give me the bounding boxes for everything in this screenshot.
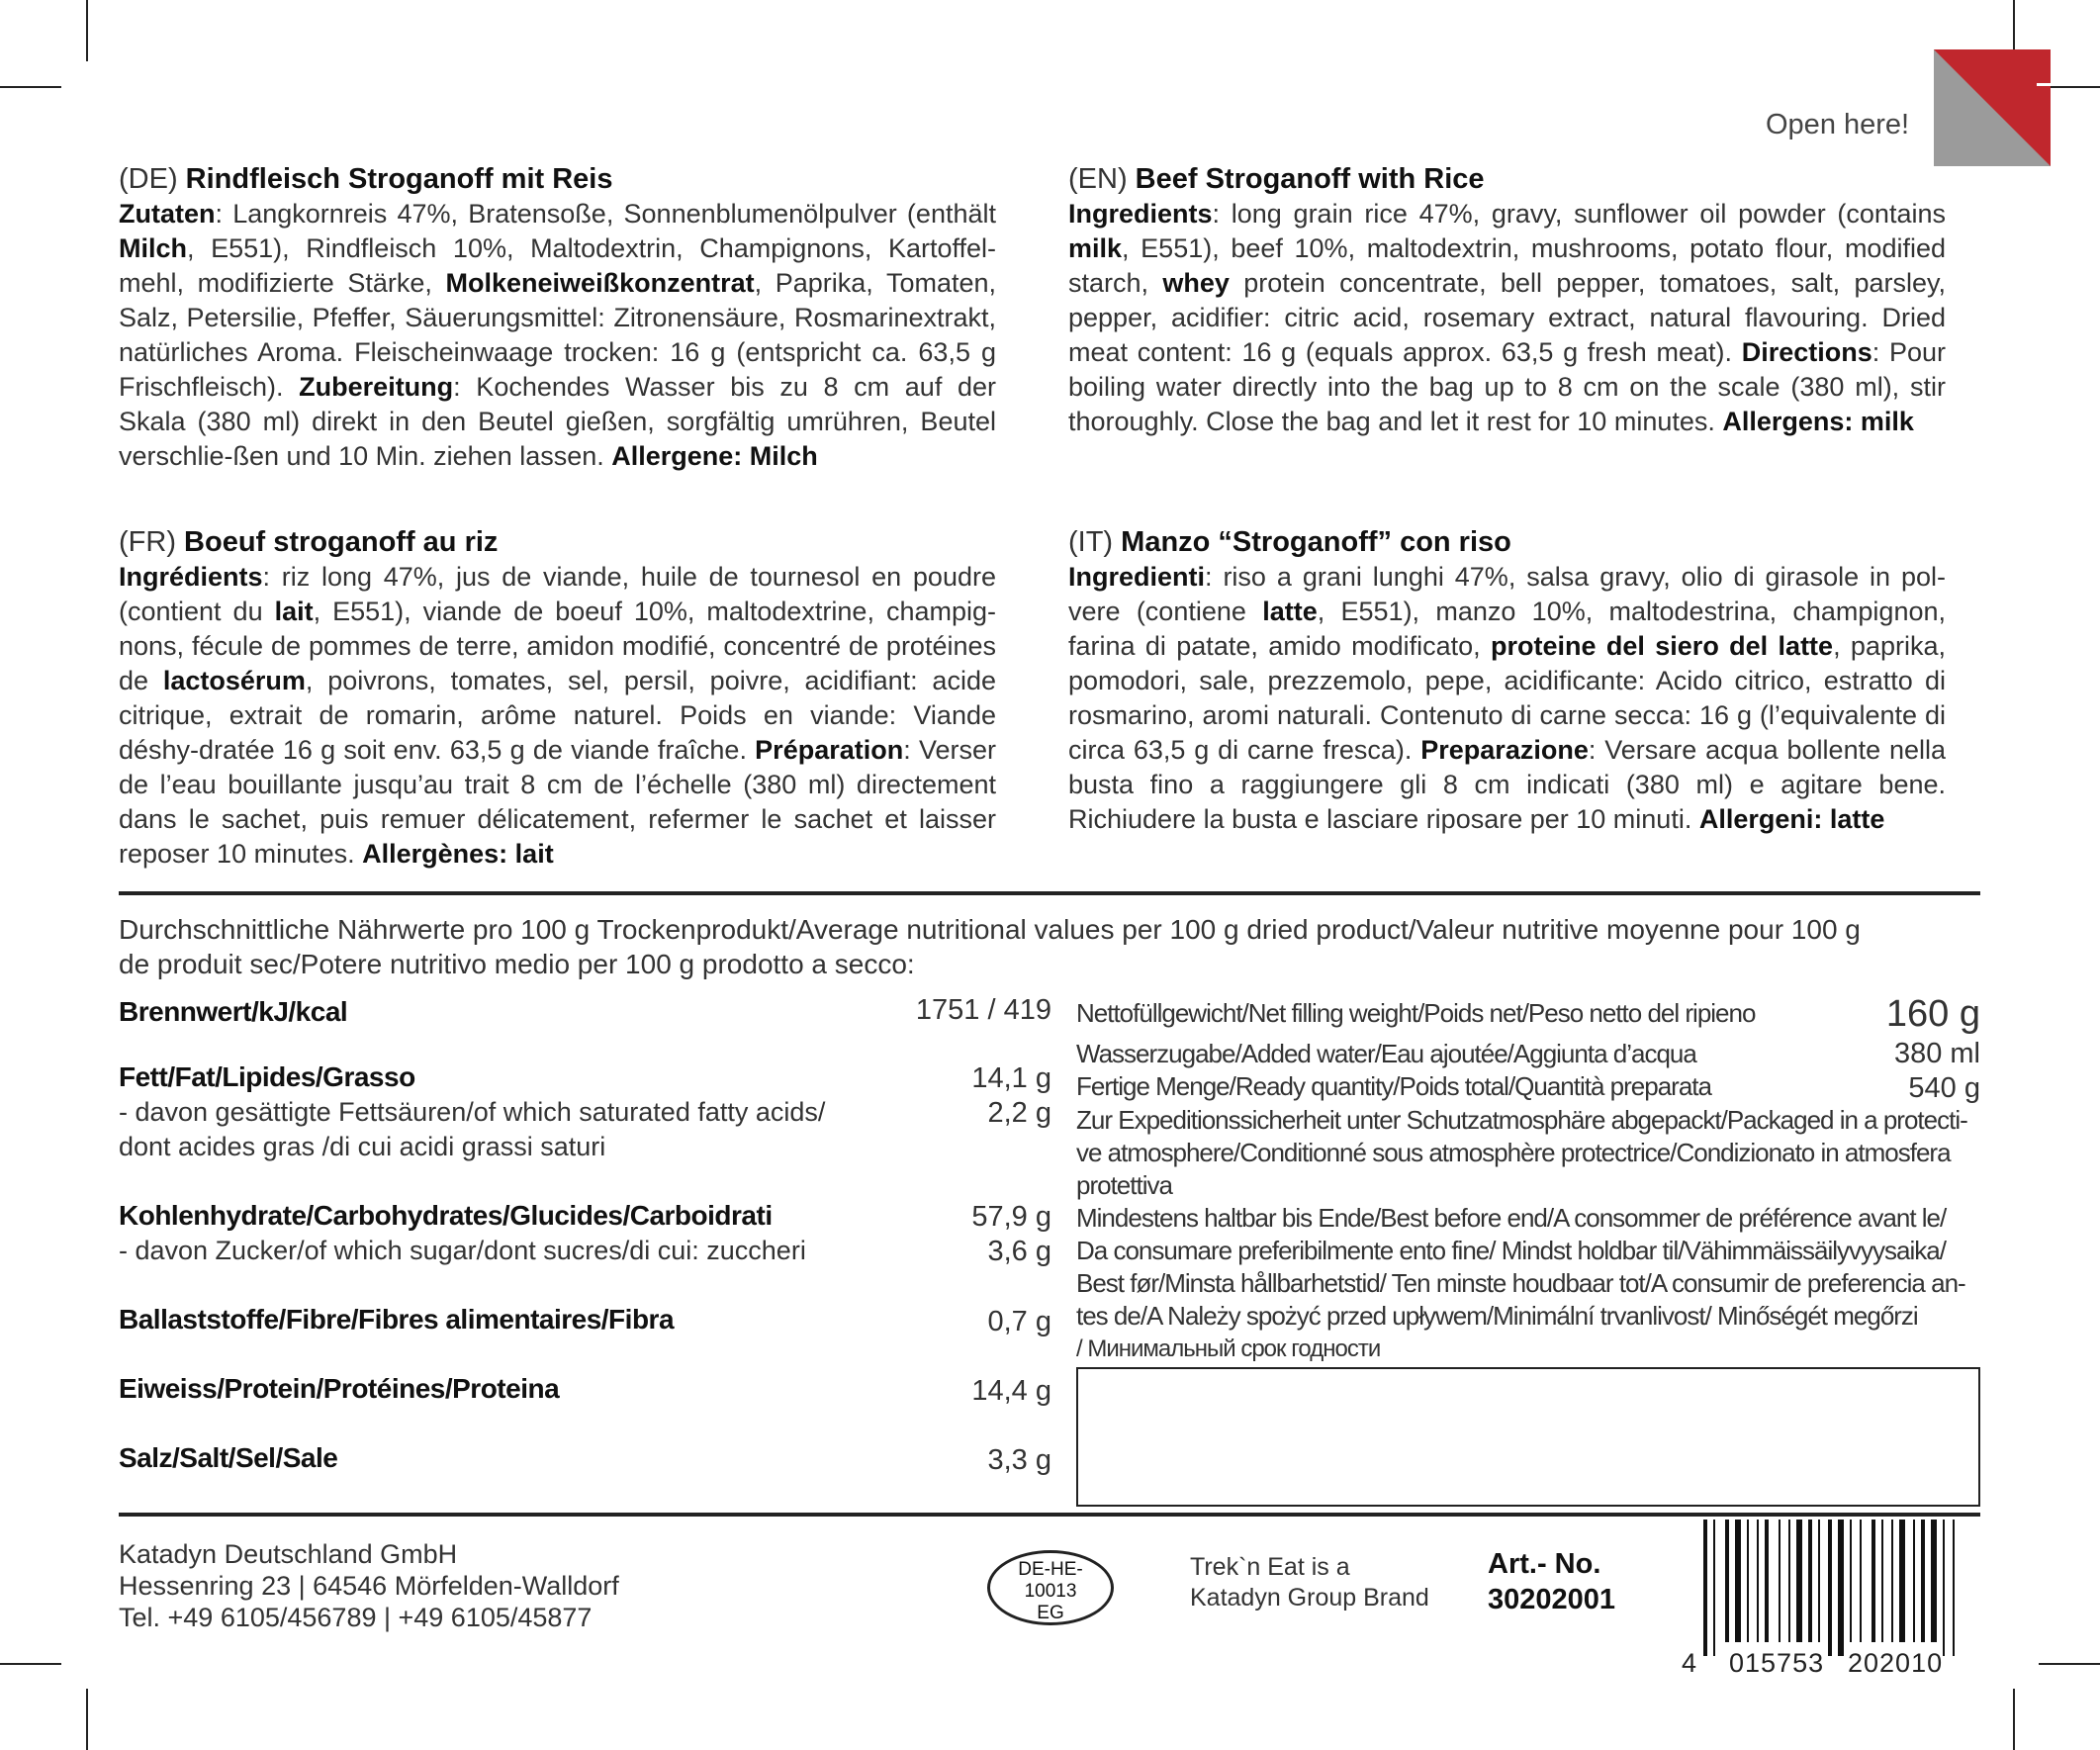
net-weight-label: Nettofüllgewicht/Net filling weight/Poids net/Peso netto del ripieno — [1076, 998, 1756, 1028]
barcode-bar — [1943, 1520, 1945, 1656]
barcode — [1682, 1514, 1968, 1687]
allergen-milk: lait — [274, 597, 314, 626]
divider — [119, 891, 1980, 895]
barcode-digit-prefix: 4 — [1682, 1648, 1697, 1678]
net-weight-value: 160 g — [1885, 993, 1980, 1035]
ready-quantity-label: Fertige Menge/Ready quantity/Poids total/Quantità preparata — [1076, 1071, 1711, 1101]
crop-mark — [86, 0, 88, 61]
saturated-fat-label: - davon gesättigte Fettsäuren/of which saturated fatty acids/ dont acides gras /di cui acidi grassi saturi — [119, 1097, 826, 1161]
crop-mark — [2039, 1663, 2100, 1665]
section-en: (EN) Beef Stroganoff with Rice Ingredients: long grain rice 47%, gravy, sunflower oil powder (contains milk, E551), beef 10%, maltodextrin, mushrooms, potato flour, modified starch, whey protein concentrate, bell pepper, tomatoes, salt, parsley, pepper, acidifier: citric acid, rosemary extract, natural flavouring. Dried meat content: 16 g (equals approx. 63,5 g fresh meat). Directions: Pour boiling water directly into the bag up to 8 cm on the scale (380 ml), stir thoroughly. Close the bag and let it rest for 10 minutes. Allergens: milk — [1068, 163, 1947, 436]
barcode-bar — [1913, 1520, 1915, 1642]
barcode-bar — [1931, 1520, 1937, 1642]
lang-code: (IT) — [1068, 526, 1122, 558]
section-title: Rindfleisch Stroganoff mit Reis — [185, 163, 613, 195]
brand-note: Trek`n Eat is a Katadyn Group Brand — [1190, 1553, 1429, 1612]
barcode-digits-right: 202010 — [1848, 1648, 1944, 1678]
fibre-label: Ballaststoffe/Fibre/Fibres alimentaires/Fibra — [119, 1304, 675, 1335]
section-title: Beef Stroganoff with Rice — [1135, 163, 1485, 195]
allergens-label: Allergènes: lait — [362, 839, 554, 869]
crop-mark — [2013, 1689, 2015, 1750]
company-address — [119, 1538, 619, 1633]
carbohydrates-value: 57,9 g — [971, 1201, 1051, 1233]
fibre-value: 0,7 g — [987, 1306, 1051, 1337]
article-number-label: Art.- No. — [1488, 1548, 1601, 1580]
protein-label: Eiweiss/Protein/Protéines/Proteina — [119, 1373, 560, 1404]
allergen-whey: proteine del siero del latte — [1491, 631, 1834, 661]
allergen-milk: Milch — [119, 233, 188, 263]
barcode-bar — [1953, 1520, 1955, 1656]
allergen-milk: milk — [1068, 233, 1123, 263]
barcode-bar — [1921, 1520, 1925, 1642]
barcode-bar — [1735, 1520, 1741, 1642]
health-mark-oval: DE-HE- 10013 EG — [987, 1550, 1114, 1625]
added-water-value: 380 ml — [1893, 1038, 1980, 1069]
section-de: (DE) Rindfleisch Stroganoff mit Reis Zutaten: Langkornreis 47%, Bratensoße, Sonnenblumenölpulver (enthält Milch, E551), Rindfleisch 10%, Maltodextrin, Champignons, Kartoffel-mehl, modifizierte Stärke, Molkeneiweißkonzentrat, Paprika, Tomaten, Salz, Petersilie, Pfeffer, Säuerungsmittel: Zitronensäure, Rosmarinextrakt, natürliches Aroma. Fleischeinwaage trocken: 16 g (entspricht ca. 63,5 g Frischfleisch). Zubereitung: Kochendes Wasser bis zu 8 cm auf der Skala (380 ml) direkt in den Beutel gießen, sorgfältig umrühren, Beutel verschlie-ßen und 10 Min. ziehen lassen. Allergene: Milch — [119, 163, 996, 471]
company-name: Katadyn Deutschland GmbH — [119, 1539, 458, 1569]
added-water-label: Wasserzugabe/Added water/Eau ajoutée/Aggiunta d’acqua — [1076, 1039, 1696, 1068]
barcode-digits-left: 015753 — [1729, 1648, 1825, 1678]
barcode-bar — [1881, 1520, 1883, 1642]
barcode-bar — [1747, 1520, 1749, 1642]
crop-mark — [86, 1689, 88, 1750]
open-here-label: Open here! — [1766, 109, 1910, 140]
allergen-milk: latte — [1262, 597, 1318, 626]
tear-corner-icon[interactable] — [1934, 49, 2053, 166]
preparation-label: Preparazione — [1420, 735, 1589, 765]
salt-label: Salz/Salt/Sel/Sale — [119, 1442, 338, 1473]
section-fr: (FR) Boeuf stroganoff au riz Ingrédients: riz long 47%, jus de viande, huile de tournesol en poudre (contient du lait, E551), viande de boeuf 10%, maltodextrine, champig-nons, fécule de pommes de terre, amidon modifié, concentré de protéines de lactosérum, poivrons, tomates, sel, persil, poivre, acidifiant: acide citrique, extrait de romarin, arôme naturel. Poids en viande: Viande déshy-dratée 16 g soit env. 63,5 g de viande fraîche. Préparation: Verser de l’eau bouillante jusqu’au trait 8 cm de l’échelle (380 ml) directement dans le sachet, puis remuer délicatement, refermer le sachet et laisser reposer 10 minutes. Allergènes: lait — [119, 526, 996, 869]
allergen-whey: whey — [1162, 268, 1230, 298]
barcode-bar — [1838, 1520, 1844, 1656]
barcode-bar — [1899, 1520, 1905, 1642]
allergen-whey: lactosérum — [162, 666, 306, 695]
allergens-label: Allergens: milk — [1722, 407, 1914, 436]
sugar-label: - davon Zucker/of which sugar/dont sucres/di cui: zuccheri — [119, 1236, 806, 1265]
preparation-label: Préparation — [755, 735, 904, 765]
best-before-note: Mindestens haltbar bis Ende/Best before end/A consommer de préférence avant le/ Da consumare preferibilmente ento fine/ Mindst holdbar til/Vähimmäissäilyvyysaika/ Best før/Minsta hållbarhetstid/ Ten minste houdbaar tot/A consumir de preferencia an- tes de/A Należy spożyć przed upływem/Minimální trvanlivost/ Minőségét megőrzi / Минимальный срок годности — [1076, 1203, 1965, 1362]
ingredients-label: Zutaten — [119, 199, 216, 229]
address: Hessenring 23 | 64546 Mörfelden-Walldorf — [119, 1571, 619, 1601]
crop-mark — [0, 86, 61, 88]
lang-code: (EN) — [1068, 163, 1136, 195]
crop-mark — [0, 1663, 61, 1665]
article-number — [1488, 1546, 1615, 1617]
barcode-bar — [1808, 1520, 1812, 1642]
salt-value: 3,3 g — [987, 1444, 1051, 1476]
barcode-bar — [1788, 1520, 1790, 1642]
section-title: Manzo “Stroganoff” con riso — [1121, 526, 1511, 558]
barcode-bar — [1796, 1520, 1802, 1642]
preparation-label: Zubereitung — [299, 372, 454, 402]
barcode-bar — [1765, 1520, 1769, 1642]
ready-quantity-value: 540 g — [1908, 1072, 1980, 1104]
barcode-bar — [1891, 1520, 1893, 1642]
lang-code: (FR) — [119, 526, 185, 558]
allergens-label: Allergeni: latte — [1698, 804, 1885, 834]
protective-atmosphere-note: Zur Expeditionssicherheit unter Schutzatmosphäre abgepackt/Packaged in a protecti- ve atmosphere/Conditionné sous atmosphère protectrice/Condizionato in atmosfera protettiva — [1076, 1105, 1967, 1200]
ingredients-label: Ingrédients — [119, 562, 263, 592]
energy-value: 1751 / 419 — [915, 994, 1051, 1026]
barcode-bar — [1713, 1520, 1715, 1656]
fat-label: Fett/Fat/Lipides/Grasso — [119, 1061, 415, 1092]
fat-value: 14,1 g — [971, 1062, 1051, 1094]
barcode-bar — [1872, 1520, 1875, 1642]
sugar-value: 3,6 g — [987, 1236, 1051, 1267]
section-title: Boeuf stroganoff au riz — [184, 526, 499, 558]
barcode-bar — [1757, 1520, 1759, 1642]
allergens-label: Allergene: Milch — [611, 441, 818, 471]
barcode-bar — [1818, 1520, 1820, 1642]
allergen-whey: Molkeneiweißkonzentrat — [445, 268, 755, 298]
phone: Tel. +49 6105/456789 | +49 6105/45877 — [119, 1603, 593, 1632]
protein-value: 14,4 g — [971, 1375, 1051, 1407]
barcode-bar — [1725, 1520, 1729, 1642]
ingredients-label: Ingredienti — [1068, 562, 1206, 592]
section-it: (IT) Manzo “Stroganoff” con riso Ingredienti: riso a grani lunghi 47%, salsa gravy, olio di girasole in pol-vere (contiene latte, E551), manzo 10%, maltodestrina, champignon, farina di patate, amido modificato, proteine del siero del latte, paprika, pomodori, sale, prezzemolo, pepe, acidificante: Acido citrico, estratto di rosmarino, aromi naturali. Contenuto di carne secca: 16 g (l’equivalente di circa 63,5 g di carne fresca). Preparazione: Versare acqua bollente nella busta fino a raggiungere gli 8 cm indicati (380 ml) e agitare bene. Richiudere la busta e lasciare riposare per 10 minuti. Allergeni: latte — [1068, 526, 1946, 834]
barcode-bar — [1850, 1520, 1852, 1642]
lang-code: (DE) — [119, 163, 186, 195]
barcode-bar — [1828, 1520, 1832, 1656]
carbohydrates-label: Kohlenhydrate/Carbohydrates/Glucides/Carboidrati — [119, 1200, 773, 1231]
barcode-bar — [1860, 1520, 1862, 1642]
energy-label: Brennwert/kJ/kcal — [119, 996, 348, 1027]
ingredients-label: Ingredients — [1068, 199, 1213, 229]
best-before-box[interactable] — [1076, 1367, 1980, 1507]
article-number-value: 30202001 — [1488, 1584, 1616, 1615]
barcode-bar — [1779, 1520, 1780, 1642]
nutrition-header: Durchschnittliche Nährwerte pro 100 g Trockenprodukt/Average nutritional values per 100 g dried product/Valeur nutritive moyenne pour 100 g de produit sec/Potere nutritivo medio per 100 g prodotto a secco: — [119, 914, 1861, 979]
preparation-label: Directions — [1741, 337, 1872, 367]
barcode-bar — [1703, 1520, 1707, 1656]
saturated-fat-value: 2,2 g — [987, 1097, 1051, 1129]
